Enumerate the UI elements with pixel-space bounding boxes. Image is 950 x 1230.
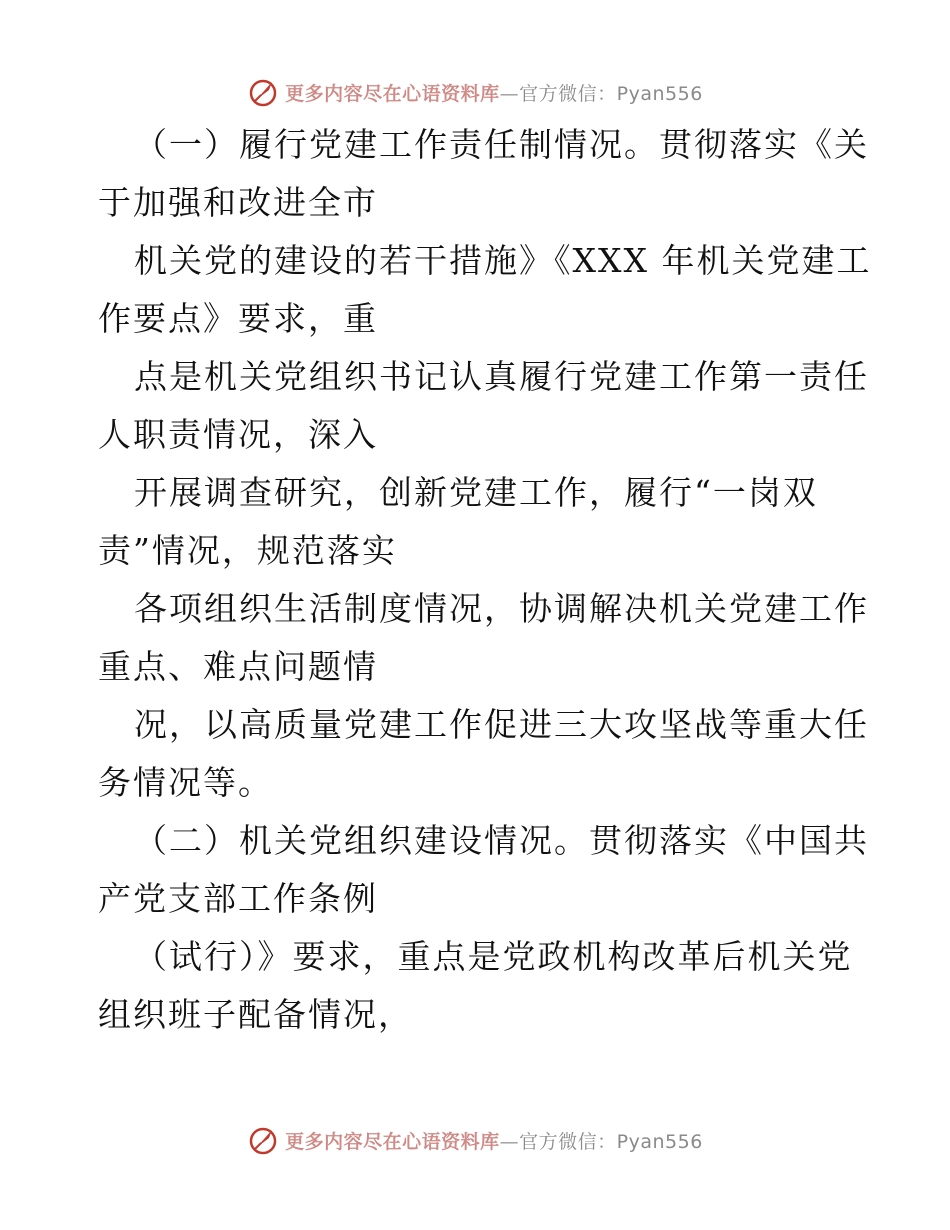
document-body xyxy=(98,116,872,1044)
text-line: 于加强和改进全市 xyxy=(98,183,378,222)
text-line: 作要点》要求，重 xyxy=(98,299,378,338)
watermark-text xyxy=(285,1127,703,1154)
text-line: （二）机关党组织建设情况。贯彻落实《中国共 xyxy=(134,821,869,860)
watermark-text xyxy=(285,79,703,106)
text-line: 各项组织生活制度情况，协调解决机关党建工作 xyxy=(134,589,869,628)
footer-watermark xyxy=(0,1120,950,1160)
watermark-main-text: 更多内容尽在心语资料库 xyxy=(285,1130,500,1153)
header-watermark xyxy=(0,72,950,112)
text-line: 责”情况，规范落实 xyxy=(98,531,397,570)
watermark-separator: — xyxy=(499,1130,520,1153)
text-line: 点是机关党组织书记认真履行党建工作第一责任 xyxy=(134,357,869,396)
watermark-wechat-text: 官方微信：Pyan556 xyxy=(519,1130,703,1153)
text-line: 组织班子配备情况， xyxy=(98,995,413,1034)
text-line: 况，以高质量党建工作促进三大攻坚战等重大任 xyxy=(134,705,869,744)
text-line: （试行）》要求，重点是党政机构改革后机关党 xyxy=(134,937,853,976)
quill-logo-icon xyxy=(247,1124,279,1156)
quill-logo-icon xyxy=(247,76,279,108)
watermark-wechat-text: 官方微信：Pyan556 xyxy=(519,82,703,105)
text-line: 开展调查研究，创新党建工作，履行“一岗双 xyxy=(134,473,818,512)
text-line: 产党支部工作条例 xyxy=(98,879,378,918)
watermark-main-text: 更多内容尽在心语资料库 xyxy=(285,82,500,105)
text-line: 机关党的建设的若干措施》《XXX 年机关党建工 xyxy=(134,241,872,280)
text-line: （一）履行党建工作责任制情况。贯彻落实《关 xyxy=(134,125,869,164)
text-line: 人职责情况，深入 xyxy=(98,415,378,454)
text-line: 重点、难点问题情 xyxy=(98,647,378,686)
text-line: 务情况等。 xyxy=(98,763,273,802)
watermark-separator: — xyxy=(499,82,520,105)
